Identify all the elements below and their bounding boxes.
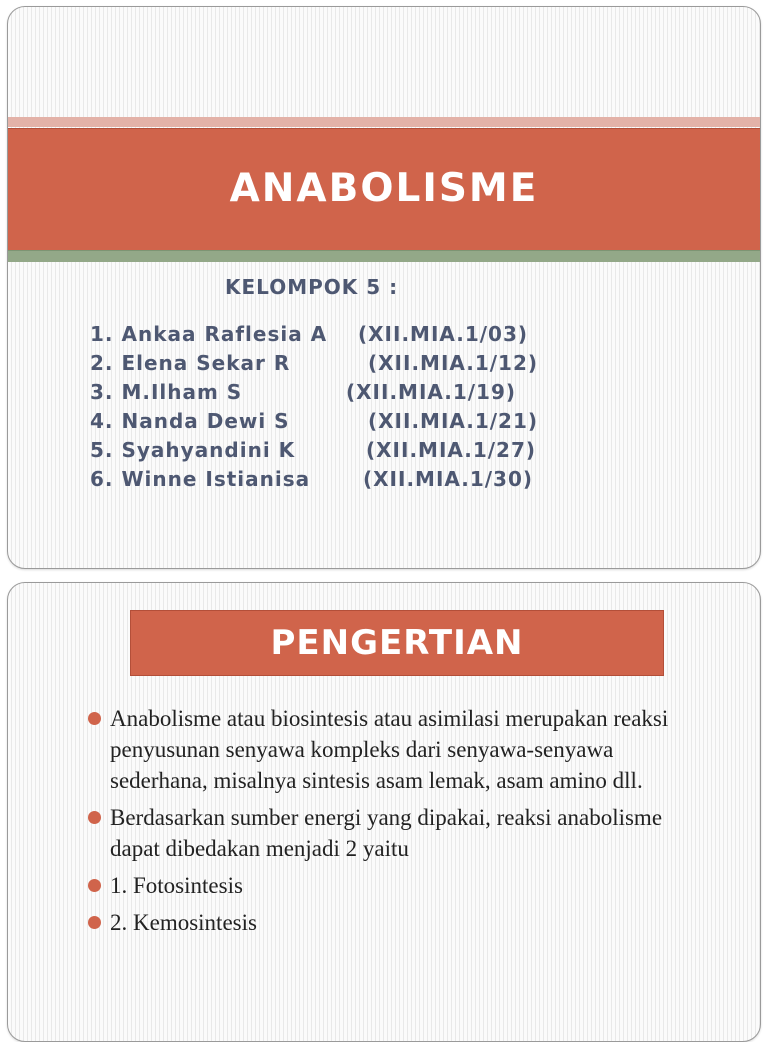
group-label: KELOMPOK 5 : [225, 275, 399, 299]
bullet-text: Berdasarkan sumber energi yang dipakai, reaksi anabolisme dapat dibedakan menjadi 2 yaitu [110, 805, 663, 861]
bullet-list [88, 703, 698, 944]
bullet-dot-icon [88, 879, 101, 892]
member-class: (XII.MIA.1/19) [346, 380, 517, 404]
title-bottom-stripe [8, 250, 760, 262]
bullet-dot-icon [88, 916, 101, 929]
bullet-item [88, 870, 698, 901]
member-item [90, 349, 550, 378]
member-name: 3. M.Ilham S [90, 380, 243, 404]
bullet-dot-icon [88, 712, 101, 725]
member-name: 4. Nanda Dewi S [90, 409, 290, 433]
member-list [90, 320, 550, 494]
member-item [90, 407, 550, 436]
member-class: (XII.MIA.1/12) [368, 351, 539, 375]
section-heading: PENGERTIAN [130, 610, 664, 676]
member-item [90, 465, 550, 494]
slide-title-text: ANABOLISME [229, 166, 539, 211]
member-item [90, 378, 550, 407]
member-class: (XII.MIA.1/30) [363, 467, 534, 491]
member-class: (XII.MIA.1/21) [368, 409, 539, 433]
bullet-item [88, 703, 698, 796]
bullet-item [88, 802, 698, 864]
bullet-dot-icon [88, 811, 101, 824]
slide-pengertian [7, 582, 761, 1042]
title-top-stripe [8, 117, 760, 127]
member-class: (XII.MIA.1/27) [366, 438, 537, 462]
bullet-text: 2. Kemosintesis [110, 910, 257, 935]
bullet-text: Anabolisme atau biosintesis atau asimilasi merupakan reaksi penyusunan senyawa kompleks dari senyawa-senyawa sederhana, misalnya sintesis asam lemak, asam amino dll. [110, 706, 669, 793]
member-item [90, 320, 550, 349]
member-name: 5. Syahyandini K [90, 438, 296, 462]
bullet-item [88, 907, 698, 938]
bullet-text: 1. Fotosintesis [110, 873, 243, 898]
member-name: 2. Elena Sekar R [90, 351, 291, 375]
member-item [90, 436, 550, 465]
member-class: (XII.MIA.1/03) [358, 322, 529, 346]
slide-title [7, 6, 761, 569]
member-name: 6. Winne Istianisa [90, 467, 311, 491]
member-name: 1. Ankaa Raflesia A [90, 322, 328, 346]
